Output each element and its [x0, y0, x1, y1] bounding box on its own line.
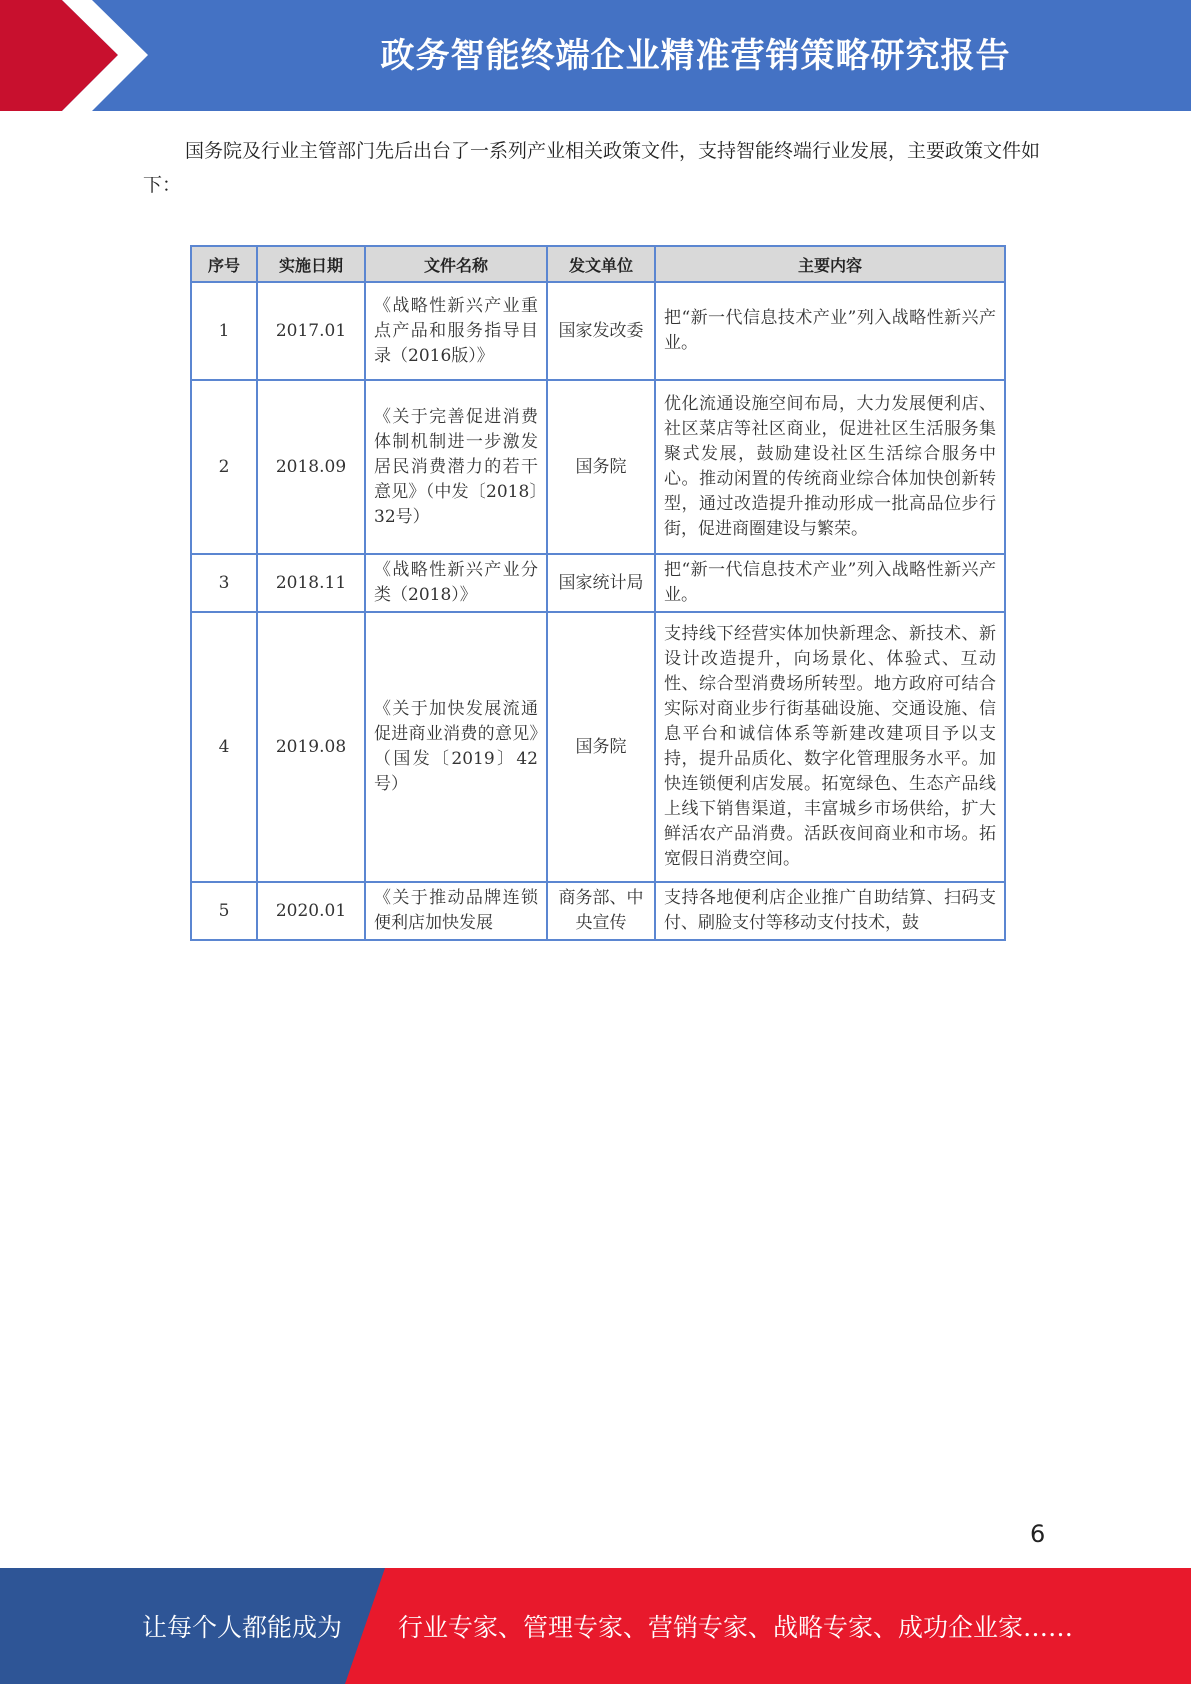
cell-name: 《关于加快发展流通促进商业消费的意见》（国发〔2019〕42号）	[365, 612, 547, 882]
cell-content: 支持各地便利店企业推广自助结算、扫码支付、刷脸支付等移动支付技术，鼓	[655, 882, 1005, 940]
cell-date: 2018.11	[257, 554, 365, 612]
page-number: 6	[1030, 1520, 1046, 1548]
cell-issuer: 商务部、中央宣传	[547, 882, 655, 940]
cell-content: 把“新一代信息技术产业”列入战略性新兴产业。	[655, 554, 1005, 612]
cell-date: 2019.08	[257, 612, 365, 882]
header-name: 文件名称	[365, 246, 547, 282]
cell-no: 4	[191, 612, 257, 882]
header-issuer: 发文单位	[547, 246, 655, 282]
report-title: 政务智能终端企业精准营销策略研究报告	[380, 36, 1011, 76]
cell-name: 《战略性新兴产业分类（2018）》	[365, 554, 547, 612]
header-date: 实施日期	[257, 246, 365, 282]
intro-paragraph: 国务院及行业主管部门先后出台了一系列产业相关政策文件，支持智能终端行业发展，主要政策文件如下：	[143, 140, 1041, 196]
cell-issuer: 国家统计局	[547, 554, 655, 612]
table-row	[191, 612, 1005, 882]
header-no: 序号	[191, 246, 257, 282]
table-header-row	[191, 246, 1005, 282]
cell-no: 2	[191, 380, 257, 554]
cell-issuer: 国家发改委	[547, 282, 655, 380]
header-content: 主要内容	[655, 246, 1005, 282]
header-chevron-decoration	[0, 0, 160, 111]
table-row	[191, 282, 1005, 380]
cell-date: 2017.01	[257, 282, 365, 380]
table-row	[191, 380, 1005, 554]
cell-date: 2020.01	[257, 882, 365, 940]
cell-content: 把“新一代信息技术产业”列入战略性新兴产业。	[655, 282, 1005, 380]
cell-no: 1	[191, 282, 257, 380]
cell-no: 3	[191, 554, 257, 612]
page-header	[0, 0, 1191, 111]
footer-slogan-right: 行业专家、管理专家、营销专家、战略专家、成功企业家……	[398, 1613, 1074, 1642]
cell-no: 5	[191, 882, 257, 940]
cell-content: 优化流通设施空间布局，大力发展便利店、社区菜店等社区商业，促进社区生活服务集聚式发展，鼓励建设社区生活综合服务中心。推动闲置的传统商业综合体加快创新转型，通过改造提升推动形成一批高品位步行街，促进商圈建设与繁荣。	[655, 380, 1005, 554]
cell-name: 《关于推动品牌连锁便利店加快发展	[365, 882, 547, 940]
table-row	[191, 882, 1005, 940]
cell-issuer: 国务院	[547, 612, 655, 882]
table-row	[191, 554, 1005, 612]
cell-name: 《战略性新兴产业重点产品和服务指导目录（2016版）》	[365, 282, 547, 380]
page-footer	[0, 1568, 1191, 1684]
cell-date: 2018.09	[257, 380, 365, 554]
cell-content: 支持线下经营实体加快新理念、新技术、新设计改造提升，向场景化、体验式、互动性、综合型消费场所转型。地方政府可结合实际对商业步行街基础设施、交通设施、信息平台和诚信体系等新建改建项目予以支持，提升品质化、数字化管理服务水平。加快连锁便利店发展。拓宽绿色、生态产品线上线下销售渠道，丰富城乡市场供给，扩大鲜活农产品消费。活跃夜间商业和市场。拓宽假日消费空间。	[655, 612, 1005, 882]
footer-slogan-left: 让每个人都能成为	[142, 1613, 343, 1642]
cell-name: 《关于完善促进消费体制机制进一步激发居民消费潜力的若干意见》（中发〔2018〕32号）	[365, 380, 547, 554]
cell-issuer: 国务院	[547, 380, 655, 554]
policy-table	[190, 245, 1006, 941]
